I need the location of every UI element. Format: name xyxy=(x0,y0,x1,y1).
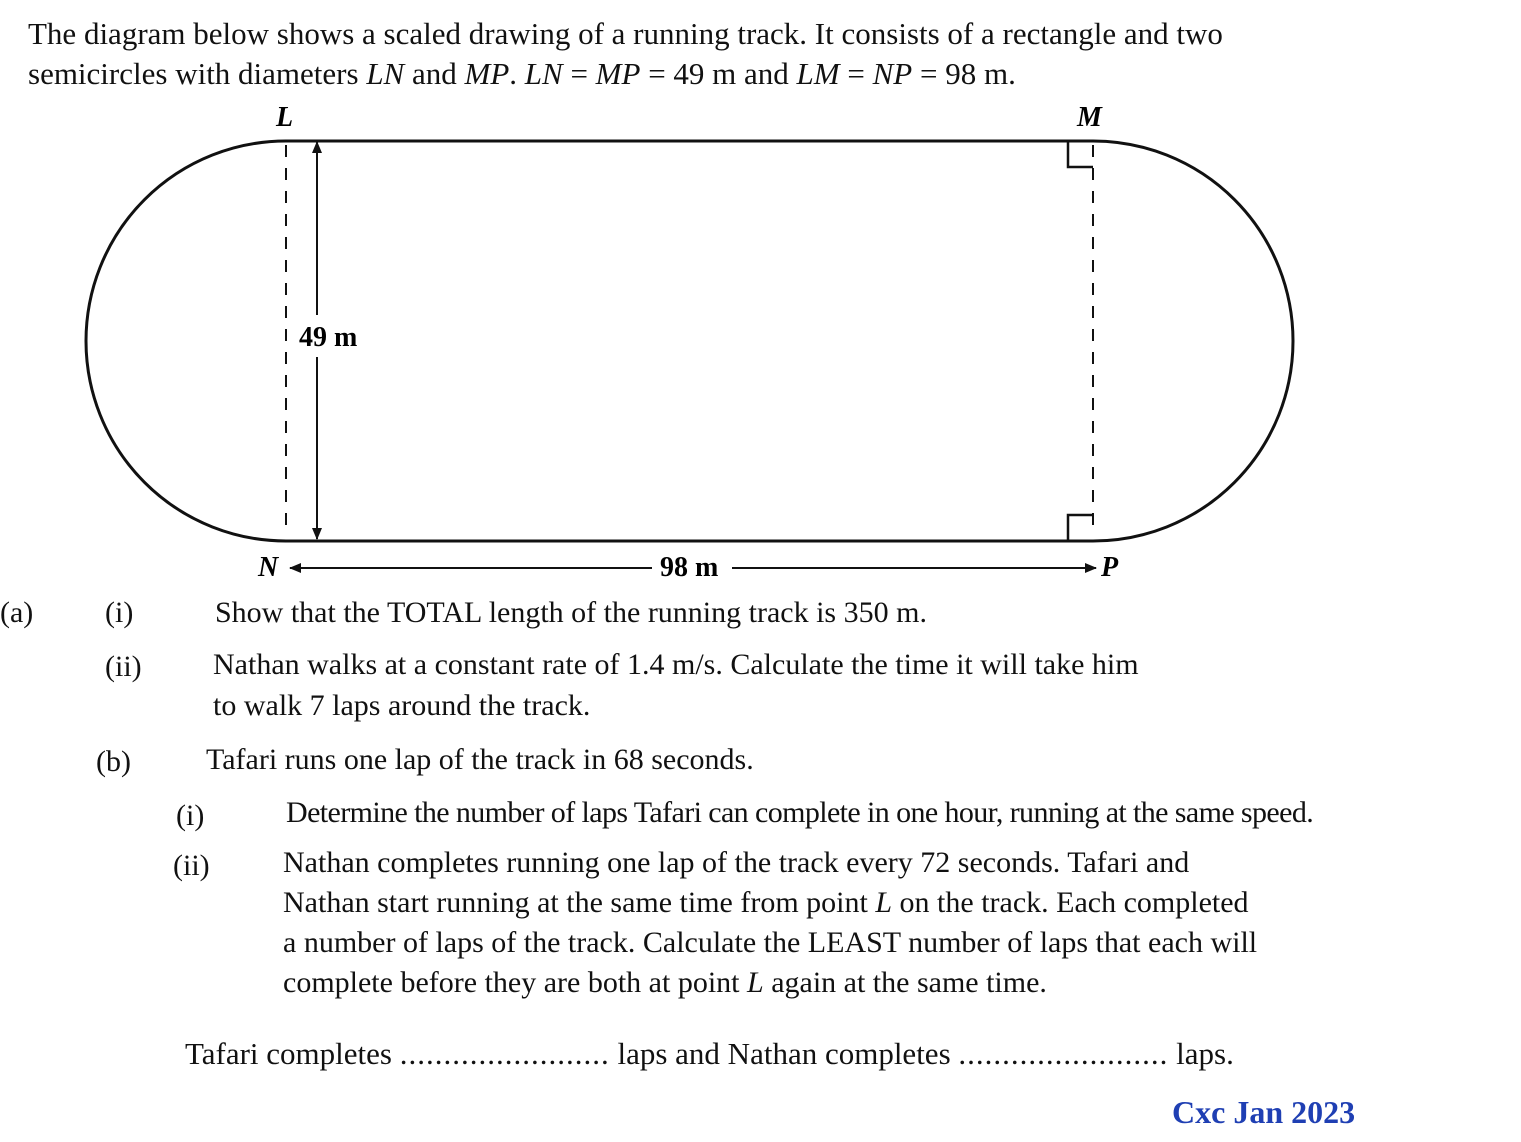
answer-blank-tafari[interactable]: ........................ xyxy=(399,1036,610,1071)
text-segment: Nathan start running at the same time from point xyxy=(283,886,876,919)
intro-text-segment: = 98 m. xyxy=(912,56,1016,91)
intro-text-segment: semicircles with diameters xyxy=(28,56,367,91)
track-outline xyxy=(86,141,1293,541)
point-label-N: N xyxy=(258,552,279,583)
part-a-i-text: Show that the TOTAL length of the running track is 350 m. xyxy=(215,596,927,629)
answer-text-end: laps. xyxy=(1168,1036,1234,1071)
part-b-ii-line-2 xyxy=(283,883,1249,923)
intro-text xyxy=(28,14,1498,94)
intro-line-2 xyxy=(28,54,1498,94)
intro-var-NP: NP xyxy=(872,56,913,91)
answer-text-tafari: Tafari completes xyxy=(185,1036,400,1071)
intro-text-segment: and xyxy=(404,56,465,91)
height-dimension-label: 49 m xyxy=(299,322,358,353)
part-a-label: (a) xyxy=(0,596,34,629)
intro-text-segment: = xyxy=(562,56,596,91)
part-b-i-text: Determine the number of laps Tafari can complete in one hour, running at the same speed. xyxy=(286,796,1314,829)
part-b-ii-label: (ii) xyxy=(173,849,210,882)
answer-blank-nathan[interactable]: ........................ xyxy=(958,1036,1169,1071)
part-a-i-label: (i) xyxy=(105,596,134,629)
intro-var-LM: LM xyxy=(796,56,840,91)
text-segment: complete before they are both at point xyxy=(283,966,747,999)
point-label-M: M xyxy=(1077,102,1102,133)
point-var-L: L xyxy=(875,886,893,919)
part-b-text: Tafari runs one lap of the track in 68 seconds. xyxy=(206,743,754,776)
width-dimension-label: 98 m xyxy=(660,552,719,583)
intro-text-segment: = 49 m and xyxy=(640,56,797,91)
point-var-L: L xyxy=(747,966,764,999)
intro-var-MP: MP xyxy=(464,56,510,91)
intro-var-LN: LN xyxy=(524,56,563,91)
text-segment: again at the same time. xyxy=(763,966,1047,999)
point-label-P: P xyxy=(1101,552,1119,583)
part-b-ii-line-3: a number of laps of the track. Calculate the LEAST number of laps that each will xyxy=(283,926,1258,959)
part-b-ii-line-4 xyxy=(283,963,1047,1003)
right-angle-marker-M xyxy=(1068,141,1093,167)
intro-text-segment: . xyxy=(509,56,525,91)
part-a-ii-line-1: Nathan walks at a constant rate of 1.4 m/s. Calculate the time it will take him xyxy=(213,648,1139,681)
intro-text-segment: = xyxy=(839,56,873,91)
part-b-ii-line-1: Nathan completes running one lap of the track every 72 seconds. Tafari and xyxy=(283,846,1190,879)
part-b-i-label: (i) xyxy=(176,799,205,832)
right-angle-marker-P xyxy=(1068,515,1093,541)
intro-var-LN: LN xyxy=(366,56,405,91)
answer-text-nathan: laps and Nathan completes xyxy=(609,1036,959,1071)
part-a-ii-line-2: to walk 7 laps around the track. xyxy=(213,689,591,722)
source-label: Cxc Jan 2023 xyxy=(1172,1094,1356,1130)
point-label-L: L xyxy=(276,102,294,133)
text-segment: on the track. Each completed xyxy=(892,886,1249,919)
part-b-label: (b) xyxy=(96,745,131,778)
running-track-diagram xyxy=(0,95,1521,585)
intro-line-1: The diagram below shows a scaled drawing of a running track. It consists of a rectangle and two xyxy=(28,16,1223,51)
answer-line xyxy=(185,1036,1234,1072)
intro-var-MP: MP xyxy=(595,56,641,91)
part-a-ii-label: (ii) xyxy=(105,650,142,683)
